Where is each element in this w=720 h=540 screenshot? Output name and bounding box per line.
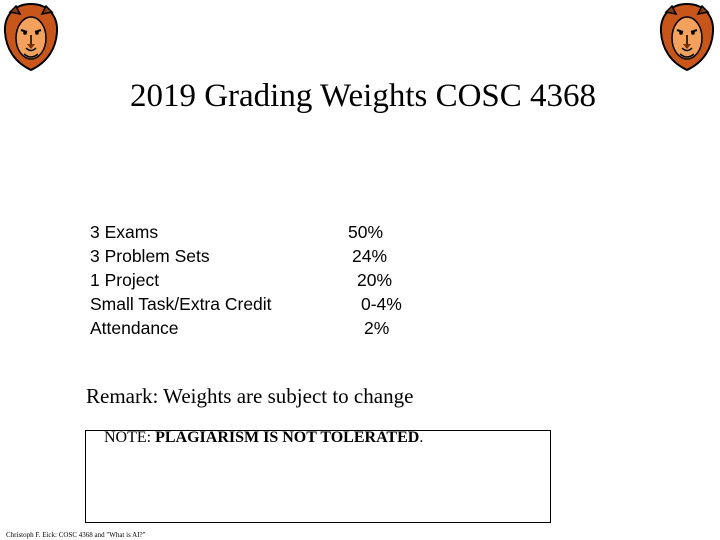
weight-label: 3 Exams xyxy=(90,222,159,242)
lion-head-icon xyxy=(2,2,60,72)
remark-text: Remark: Weights are subject to change xyxy=(86,384,414,408)
note-suffix: . xyxy=(419,429,424,446)
weight-label: 1 Project xyxy=(90,270,160,290)
weight-percent: 50% xyxy=(348,222,384,242)
lion-head-icon xyxy=(658,2,716,72)
weight-percent: 2% xyxy=(364,318,390,338)
slide-title: 2019 Grading Weights COSC 4368 xyxy=(129,78,597,114)
slide-footer: Christoph F. Eick: COSC 4368 and "What is AI?" xyxy=(6,531,146,539)
weight-label: Small Task/Extra Credit xyxy=(90,294,272,314)
weight-percent: 20% xyxy=(357,270,393,290)
note-box xyxy=(85,430,551,523)
note-prefix: NOTE: xyxy=(104,429,156,446)
plagiarism-note xyxy=(104,428,423,448)
note-emphasis: PLAGIARISM IS NOT TOLERATED xyxy=(155,429,420,446)
weight-percent: 24% xyxy=(352,246,388,266)
weight-percent: 0-4% xyxy=(361,294,402,314)
weight-label: Attendance xyxy=(90,318,179,338)
weight-label: 3 Problem Sets xyxy=(90,246,210,266)
